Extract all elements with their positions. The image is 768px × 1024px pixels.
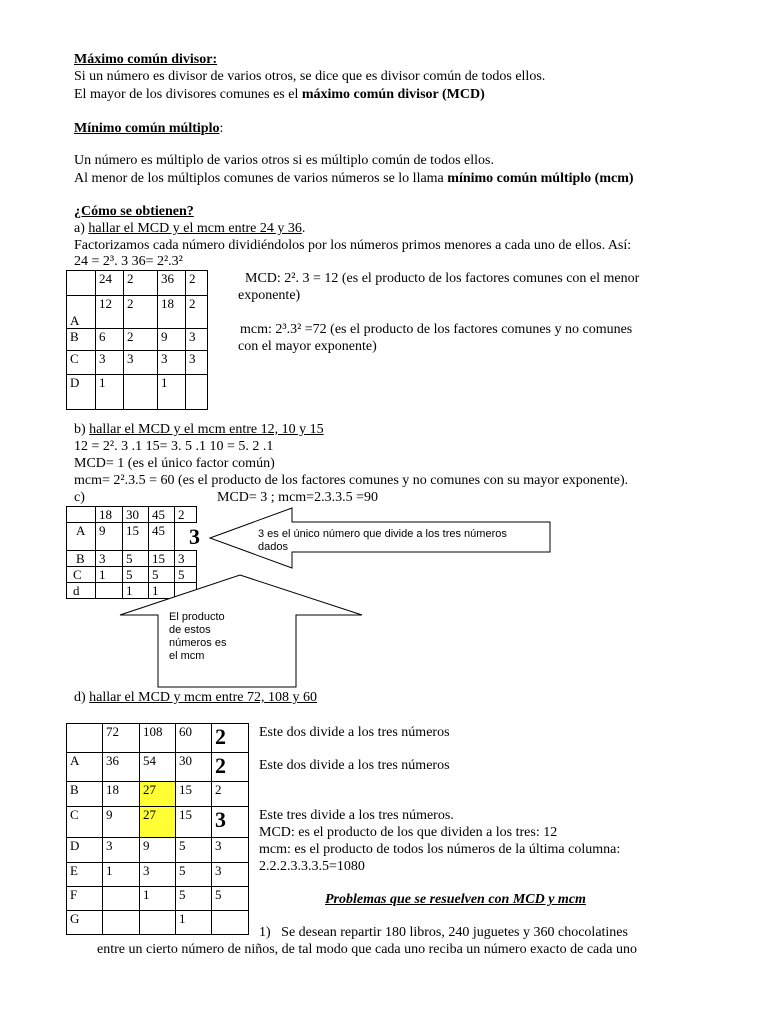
table-cell: 3	[124, 351, 158, 375]
mcd-line2-text: El mayor de los divisores comunes es el	[74, 87, 302, 102]
table-cell	[67, 724, 103, 753]
table-cell: 1	[123, 583, 149, 599]
table-cell: A	[67, 296, 96, 329]
table-cell: E	[67, 863, 103, 887]
table-row	[67, 887, 249, 911]
table-cell: 9	[158, 329, 186, 351]
table-row	[67, 329, 208, 351]
table-cell: F	[67, 887, 103, 911]
table-cell: 18	[96, 507, 123, 523]
table-row	[67, 911, 249, 935]
example-a-mcd: MCD: 2². 3 = 12 (es el producto de los factores comunes con el menor	[245, 271, 640, 286]
table-cell: B	[67, 329, 96, 351]
table-cell: B	[67, 551, 96, 567]
mcm-colon: :	[219, 121, 224, 136]
table-cell: 30	[123, 507, 149, 523]
table-cell: 1	[158, 375, 186, 410]
table-cell: 1	[149, 583, 175, 599]
table-cell: 15	[149, 551, 175, 567]
table-cell: 5	[176, 863, 212, 887]
example-a-intro: Factorizamos cada número dividiéndolos por los números primos menores a cada uno de ellos. Así:	[74, 238, 632, 253]
table-cell: 1	[96, 567, 123, 583]
table-row	[67, 753, 249, 782]
table-cell: 1	[140, 887, 176, 911]
table-cell: 2	[186, 296, 208, 329]
table-cell: 3	[96, 551, 123, 567]
example-c-label: c)	[74, 490, 85, 505]
table-cell: C	[67, 807, 103, 838]
example-d-text: hallar el MCD y mcm entre 72, 108 y 60	[89, 690, 318, 705]
table-cell: 3	[212, 838, 249, 863]
example-b-text: hallar el MCD y el mcm entre 12, 10 y 15	[89, 422, 324, 437]
table-cell: 2	[175, 507, 197, 523]
mcm-line2-text: Al menor de los múltiplos comunes de varios números se lo llama	[74, 171, 448, 186]
table-row	[67, 782, 249, 807]
example-c-divisor-big: 3	[189, 524, 200, 549]
table-row	[67, 551, 197, 567]
example-a-mcd-cont: exponente)	[238, 288, 301, 303]
table-cell: 24	[96, 271, 124, 296]
table-row	[67, 724, 249, 753]
table-cell: 3	[158, 351, 186, 375]
table-row	[67, 375, 208, 410]
problem-1-number: 1)	[259, 925, 271, 940]
table-cell: 18	[103, 782, 140, 807]
mcd-definition-line1: Si un número es divisor de varios otros, se dice que es divisor común de todos ellos.	[74, 69, 546, 84]
table-cell: 2	[124, 329, 158, 351]
example-b-mcd: MCD= 1 (es el único factor común)	[74, 456, 275, 471]
table-cell: 2	[124, 296, 158, 329]
table-cell: 9	[140, 838, 176, 863]
table-cell: 30	[176, 753, 212, 782]
example-a-label: a)	[74, 221, 85, 236]
table-cell	[212, 753, 249, 782]
table-cell	[140, 911, 176, 935]
table-cell: 5	[123, 567, 149, 583]
d-mcm-result: 2.2.2.3.3.3.5=1080	[259, 859, 365, 874]
problems-heading: Problemas que se resuelven con MCD y mcm	[325, 892, 586, 907]
table-cell	[186, 375, 208, 410]
problem-1-text: Se desean repartir 180 libros, 240 juguetes y 360 chocolatines	[281, 925, 628, 940]
example-c-result: MCD= 3 ; mcm=2.3.3.5 =90	[217, 490, 378, 505]
table-cell	[67, 271, 96, 296]
table-cell: 3	[140, 863, 176, 887]
highlighted-cell: 27	[140, 807, 176, 838]
table-cell: 3	[103, 838, 140, 863]
table-cell: 15	[123, 523, 149, 551]
highlighted-cell: 27	[140, 782, 176, 807]
table-cell: 108	[140, 724, 176, 753]
table-cell: 15	[176, 807, 212, 838]
table-cell: 9	[103, 807, 140, 838]
table-cell	[212, 911, 249, 935]
table-row	[67, 523, 197, 551]
d-divisor-3: 3	[215, 807, 226, 832]
d-mcd: MCD: es el producto de los que dividen a los tres: 12	[259, 825, 558, 840]
table-cell: D	[67, 375, 96, 410]
table-row	[67, 296, 208, 329]
left-arrow-text: 3 es el único número que divide a los tres números dados	[258, 528, 507, 553]
example-b-factorization: 12 = 2². 3 .1 15= 3. 5 .1 10 = 5. 2 .1	[74, 439, 274, 454]
table-cell: 12	[96, 296, 124, 329]
up-arrow-text: El producto de estos números es el mcm	[169, 611, 227, 662]
table-cell: 5	[123, 551, 149, 567]
example-b-mcm: mcm= 2².3.5 = 60 (es el producto de los factores comunes y no comunes con su mayor exponente).	[74, 473, 629, 488]
table-cell: 3	[175, 551, 197, 567]
table-cell: d	[67, 583, 96, 599]
example-a-mcm: mcm: 2³.3² =72 (es el producto de los factores comunes y no comunes	[240, 322, 633, 337]
table-cell: 2	[212, 782, 249, 807]
table-row	[67, 351, 208, 375]
table-row	[67, 863, 249, 887]
mcd-term: máximo común divisor (MCD)	[301, 87, 485, 102]
example-a-mcm-cont: con el mayor exponente)	[238, 339, 377, 354]
table-d	[66, 723, 249, 935]
mcm-heading: Mínimo común múltiplo	[74, 121, 220, 136]
example-b-title	[74, 422, 324, 438]
table-cell: 5	[212, 887, 249, 911]
mcm-heading-wrap	[74, 121, 223, 137]
d-note-1: Este dos divide a los tres números	[259, 725, 450, 740]
table-cell: 1	[103, 863, 140, 887]
table-cell: 60	[176, 724, 212, 753]
table-cell	[124, 375, 158, 410]
table-row	[67, 838, 249, 863]
d-divisor-2: 2	[215, 753, 226, 778]
example-b-label: b)	[74, 422, 86, 437]
table-cell: 3	[186, 351, 208, 375]
table-cell: 36	[103, 753, 140, 782]
table-a	[66, 270, 208, 410]
d-note-3: Este tres divide a los tres números.	[259, 808, 454, 823]
example-d-label: d)	[74, 690, 86, 705]
mcm-term: mínimo común múltiplo (mcm)	[447, 171, 634, 186]
table-cell: 2	[186, 271, 208, 296]
table-cell: 3	[212, 863, 249, 887]
problem-1-line1	[259, 925, 628, 941]
table-cell: 1	[176, 911, 212, 935]
table-cell: 18	[158, 296, 186, 329]
table-cell: B	[67, 782, 103, 807]
mcm-definition-line2	[74, 171, 634, 187]
table-cell: 5	[175, 567, 197, 583]
table-row	[67, 807, 249, 838]
table-cell: 5	[149, 567, 175, 583]
table-cell: 45	[149, 507, 175, 523]
problem-1-line2: entre un cierto número de niños, de tal modo que cada uno reciba un número exacto de cada uno	[97, 942, 637, 957]
table-cell: 54	[140, 753, 176, 782]
mcd-definition-line2	[74, 87, 485, 103]
up-arrow-callout	[118, 573, 364, 689]
mcm-definition-line1: Un número es múltiplo de varios otros si es múltiplo común de todos ellos.	[74, 153, 494, 168]
table-cell: 5	[176, 887, 212, 911]
d-divisor-1: 2	[215, 724, 226, 749]
table-cell: 6	[96, 329, 124, 351]
table-cell	[67, 507, 96, 523]
table-cell	[103, 887, 140, 911]
example-a-text: hallar el MCD y el mcm entre 24 y 36	[88, 221, 302, 236]
example-d-title	[74, 690, 317, 706]
table-cell: 3	[186, 329, 208, 351]
mcd-heading: Máximo común divisor:	[74, 52, 218, 67]
table-cell: C	[67, 567, 96, 583]
table-cell: C	[67, 351, 96, 375]
table-cell: 2	[124, 271, 158, 296]
table-cell: 9	[96, 523, 123, 551]
d-note-2: Este dos divide a los tres números	[259, 758, 450, 773]
table-cell	[103, 911, 140, 935]
table-cell: D	[67, 838, 103, 863]
table-row	[67, 271, 208, 296]
table-cell: 45	[149, 523, 175, 551]
d-mcm: mcm: es el producto de todos los números de la última columna:	[259, 842, 621, 857]
table-cell: 15	[176, 782, 212, 807]
table-cell: 5	[176, 838, 212, 863]
table-cell: 3	[96, 351, 124, 375]
table-cell: G	[67, 911, 103, 935]
table-cell: A	[67, 523, 96, 551]
table-row	[67, 507, 197, 523]
example-a-factorization: 24 = 2³. 3 36= 2².3²	[74, 254, 183, 269]
table-cell: 72	[103, 724, 140, 753]
table-cell: 36	[158, 271, 186, 296]
example-a-title: a) hallar el MCD y el mcm entre 24 y 36.	[74, 221, 306, 236]
table-cell: A	[67, 753, 103, 782]
how-heading: ¿Cómo se obtienen?	[74, 204, 194, 219]
table-cell	[212, 807, 249, 838]
table-cell: 1	[96, 375, 124, 410]
table-cell	[212, 724, 249, 753]
